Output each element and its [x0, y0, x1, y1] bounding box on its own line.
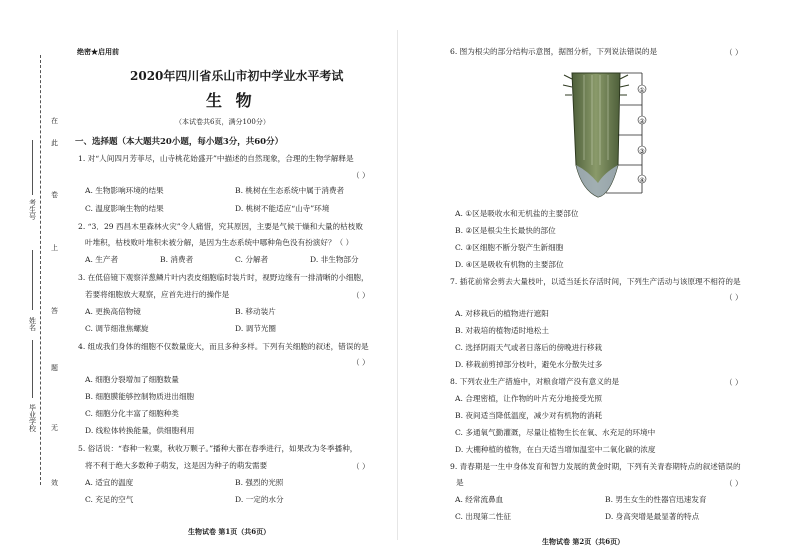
- q4-stem: 4. 组成我们身体的细胞不仅数量庞大，而且多种多样。下列有关细胞的叙述，错误的是: [78, 342, 369, 351]
- school-label: 毕业学校: [29, 404, 36, 433]
- q4-answer-paren[interactable]: （ ）: [352, 358, 370, 367]
- figure-label-3: ③: [639, 148, 645, 155]
- q5-option-c[interactable]: C. 充足的空气: [85, 495, 134, 504]
- q8-stem: 8. 下列农业生产措施中，对粮食增产没有意义的是: [450, 377, 620, 386]
- seal-char: 在: [51, 117, 58, 125]
- seal-char: 此: [51, 139, 58, 147]
- q3-option-c[interactable]: C. 调节细准焦螺旋: [85, 324, 149, 333]
- seal-char: 卷: [51, 191, 58, 199]
- confidential-mark: 绝密★启用前: [77, 47, 119, 56]
- q9-answer-paren[interactable]: （ ）: [725, 479, 743, 488]
- q1-option-a[interactable]: A. 生物影响环境的结果: [85, 186, 164, 195]
- q4-option-a[interactable]: A. 细胞分裂增加了细胞数量: [85, 375, 179, 384]
- page-footer-1: 生物试卷 第1页（共6页）: [188, 527, 271, 536]
- q3-option-a[interactable]: A. 更换高倍物镜: [85, 307, 141, 316]
- exam-title: 2020年四川省乐山市初中学业水平考试: [130, 69, 344, 83]
- q1-option-d[interactable]: D. 桃树不能适应“山寺”环境: [235, 204, 330, 213]
- q3-option-b[interactable]: B. 移动装片: [235, 307, 276, 316]
- q5-option-b[interactable]: B. 强烈的光照: [235, 478, 284, 487]
- q6-answer-paren[interactable]: （ ）: [725, 48, 743, 57]
- school-field[interactable]: [32, 340, 33, 398]
- q1-option-b[interactable]: B. 桃树在生态系统中属于消费者: [235, 186, 345, 195]
- q5-stem-cont: 将不利于绝大多数种子萌发，这是因为种子的萌发需要: [85, 461, 268, 470]
- q3-stem-cont: 若要将细胞放大观察，应首先进行的操作是: [85, 290, 230, 299]
- q9-option-c[interactable]: C. 出现第二性征: [455, 512, 511, 521]
- q6-stem: 6. 图为根尖的部分结构示意图，据图分析，下列说法错误的是: [450, 47, 658, 56]
- q5-option-a[interactable]: A. 适宜的温度: [85, 478, 134, 487]
- seal-char: 题: [51, 364, 58, 372]
- exam-note: （本试卷共6页，满分100分）: [175, 118, 270, 126]
- q2-option-b[interactable]: B. 消费者: [160, 255, 194, 264]
- q5-answer-paren[interactable]: （ ）: [352, 462, 370, 471]
- q9-option-b[interactable]: B. 男生女生的性器官迅速发育: [605, 495, 707, 504]
- q2-stem: 2. “3．29 西昌木里森林火灾”令人痛惜，究其原因，主要是气候干燥和大量的枯枝败: [78, 222, 363, 231]
- q2-option-c[interactable]: C. 分解者: [235, 255, 269, 264]
- root-tip-figure: [560, 65, 665, 200]
- q5-option-d[interactable]: D. 一定的水分: [235, 495, 284, 504]
- q3-option-d[interactable]: D. 调节光圈: [235, 324, 277, 333]
- q1-answer-paren[interactable]: （ ）: [352, 171, 370, 180]
- q9-option-d[interactable]: D. 身高突增是最显著的特点: [605, 512, 700, 521]
- q2-option-a[interactable]: A. 生产者: [85, 255, 119, 264]
- student-id-field[interactable]: [32, 140, 33, 195]
- q1-option-c[interactable]: C. 温度影响生物的结果: [85, 204, 164, 213]
- q9-stem: 9. 青春期是一生中身体发育和智力发展的黄金时期，下列有关青春期特点的叙述错误的: [450, 462, 741, 471]
- subject-title: 生 物: [206, 91, 256, 110]
- q8-option-c[interactable]: C. 多通氧气勤灌溉，尽量让植物生长在氧、水充足的环境中: [455, 428, 656, 437]
- q7-option-d[interactable]: D. 移栽前剪掉部分枝叶，避免水分散失过多: [455, 360, 603, 369]
- q8-option-d[interactable]: D. 大棚种植的植物，在白天适当增加温室中二氧化碳的浓度: [455, 445, 656, 454]
- seal-char: 无: [51, 424, 58, 432]
- q4-option-c[interactable]: C. 细胞分化丰富了细胞种类: [85, 409, 179, 418]
- q3-stem: 3. 在低倍镜下观察洋葱鳞片叶内表皮细胞临时装片时，视野边缘有一排清晰的小细胞，: [78, 273, 369, 282]
- q2-option-d[interactable]: D. 非生物部分: [310, 255, 359, 264]
- q5-stem: 5. 俗话说：“春种一粒粟，秋收万颗子。”播种大都在春季进行，如果改为冬季播种，: [78, 444, 358, 453]
- q1-stem: 1. 对“人间四月芳菲尽，山寺桃花始盛开”中描述的自然现象，合理的生物学解释是: [78, 154, 354, 163]
- name-field[interactable]: [32, 250, 33, 310]
- q3-answer-paren[interactable]: （ ）: [352, 291, 370, 300]
- root-tip-diagram: [560, 65, 665, 200]
- q8-option-a[interactable]: A. 合理密植，让作物的叶片充分地接受光照: [455, 394, 602, 403]
- q7-option-b[interactable]: B. 对栽培的植物适时地松土: [455, 326, 549, 335]
- q6-option-c[interactable]: C. ③区细胞不断分裂产生新细胞: [455, 243, 564, 252]
- figure-label-4: ④: [639, 177, 645, 184]
- q6-option-b[interactable]: B. ②区是根尖生长最快的部位: [455, 226, 556, 235]
- seal-char: 答: [51, 307, 58, 315]
- q9-option-a[interactable]: A. 经常流鼻血: [455, 495, 504, 504]
- q9-stem-cont: 是: [456, 478, 464, 487]
- name-label: 姓名: [29, 317, 36, 332]
- q6-option-a[interactable]: A. ①区是吸收水和无机盐的主要部位: [455, 209, 579, 218]
- q4-option-d[interactable]: D. 线粒体转换能量，供细胞利用: [85, 426, 195, 435]
- page-footer-2: 生物试卷 第2页（共6页）: [542, 537, 625, 546]
- seal-char: 效: [51, 479, 58, 487]
- student-id-label: 考生号: [29, 199, 36, 221]
- q7-option-c[interactable]: C. 选择阴雨天气或者日落后的傍晚进行移栽: [455, 343, 603, 352]
- figure-label-2: ②: [639, 118, 645, 125]
- q4-option-b[interactable]: B. 细胞膜能够控制物质进出细胞: [85, 392, 195, 401]
- section-heading: 一、选择题（本大题共20小题，每小题3分，共60分）: [75, 137, 284, 147]
- q7-stem: 7. 插花前常会剪去大量枝叶，以适当延长存活时间，下列生产活动与该原理不相符的是: [450, 277, 741, 286]
- seal-dashed-line: [40, 55, 41, 485]
- figure-label-1: ①: [639, 87, 645, 94]
- q8-option-b[interactable]: B. 夜间适当降低温度，减少对有机物的消耗: [455, 411, 603, 420]
- q6-option-d[interactable]: D. ④区是吸收有机物的主要部位: [455, 260, 564, 269]
- page-divider: [397, 30, 398, 540]
- seal-char: 上: [51, 244, 58, 252]
- q7-answer-paren[interactable]: （ ）: [725, 293, 743, 302]
- q2-stem-cont: 叶堆积，枯枝败叶堆积未被分解，是因为生态系统中哪种角色没有扮演好？（ ）: [85, 238, 354, 247]
- q8-answer-paren[interactable]: （ ）: [725, 378, 743, 387]
- q7-option-a[interactable]: A. 对移栽后的植物进行遮阳: [455, 309, 549, 318]
